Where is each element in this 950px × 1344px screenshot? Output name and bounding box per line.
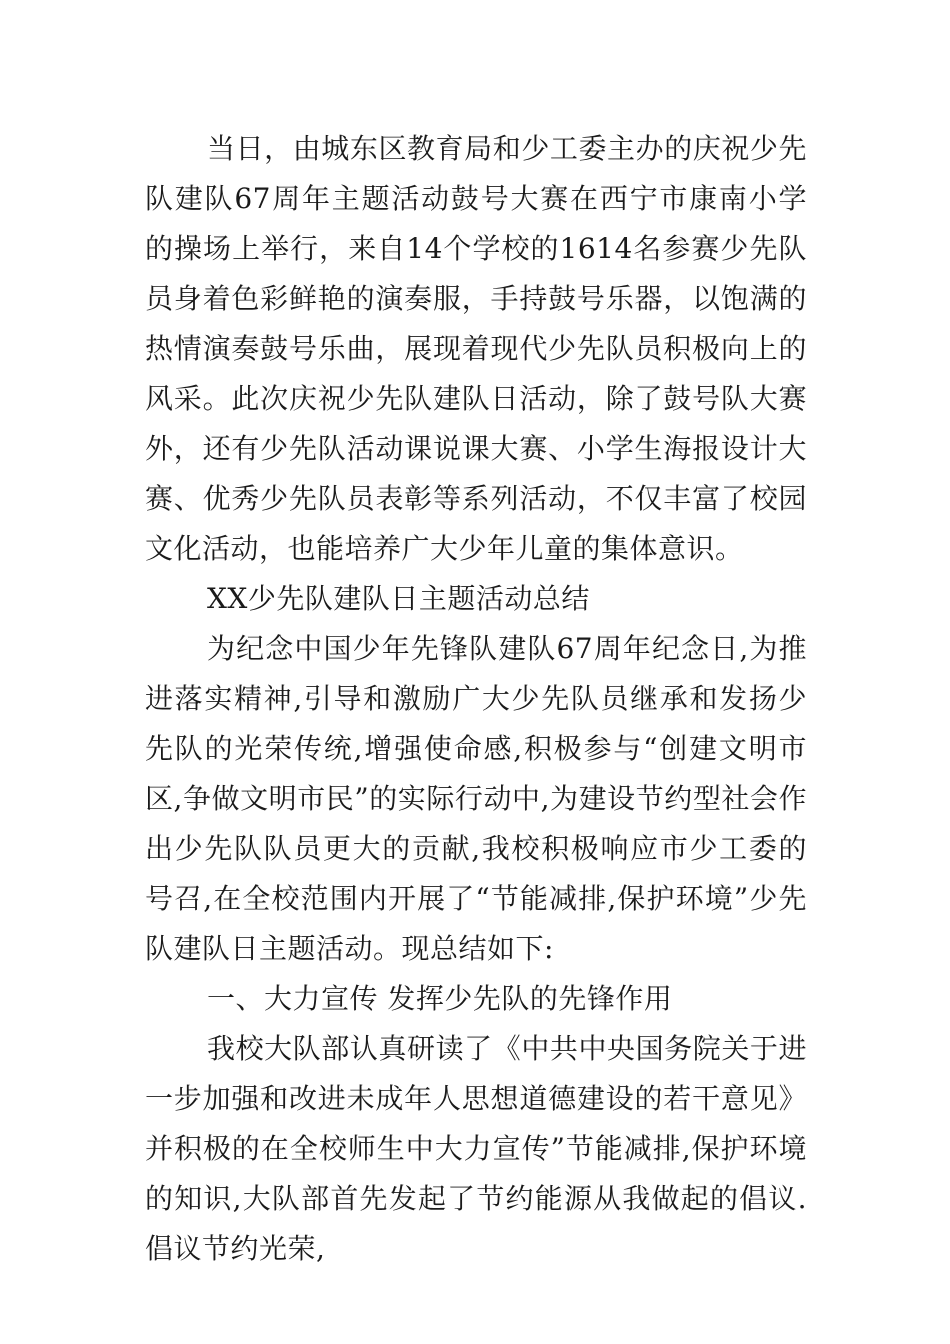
paragraph-introduction: 为纪念中国少年先锋队建队67周年纪念日,为推进落实精神,引导和激励广大少先队员继承和发扬少先队的光荣传统,增强使命感,积极参与“创建文明市区,争做文明市民”的实际行动中,为建设节约型社会作出少先队队员更大的贡献,我校积极响应市少工委的号召,在全校范围内开展了“节能减排,保护环境”少先队建队日主题活动。现总结如下:	[145, 632, 807, 965]
section-heading-1: 一、大力宣传 发挥少先队的先锋作用	[207, 982, 673, 1015]
document-body	[145, 124, 807, 1274]
section-title: XX少先队建队日主题活动总结	[207, 582, 590, 615]
paragraph-publicity: 我校大队部认真研读了《中共中央国务院关于进一步加强和改进未成年人思想道德建设的若干意见》并积极的在全校师生中大力宣传”节能减排,保护环境的知识,大队部首先发起了节约能源从我做起的倡议. 倡议节约光荣,	[145, 1032, 807, 1265]
paragraph-activity-report: 当日，由城东区教育局和少工委主办的庆祝少先队建队67周年主题活动鼓号大赛在西宁市康南小学的操场上举行，来自14个学校的1614名参赛少先队员身着色彩鲜艳的演奏服，手持鼓号乐器，以饱满的热情演奏鼓号乐曲，展现着现代少先队员积极向上的风采。此次庆祝少先队建队日活动，除了鼓号队大赛外，还有少先队活动课说课大赛、小学生海报设计大赛、优秀少先队员表彰等系列活动，不仅丰富了校园文化活动，也能培养广大少年儿童的集体意识。	[145, 132, 807, 565]
